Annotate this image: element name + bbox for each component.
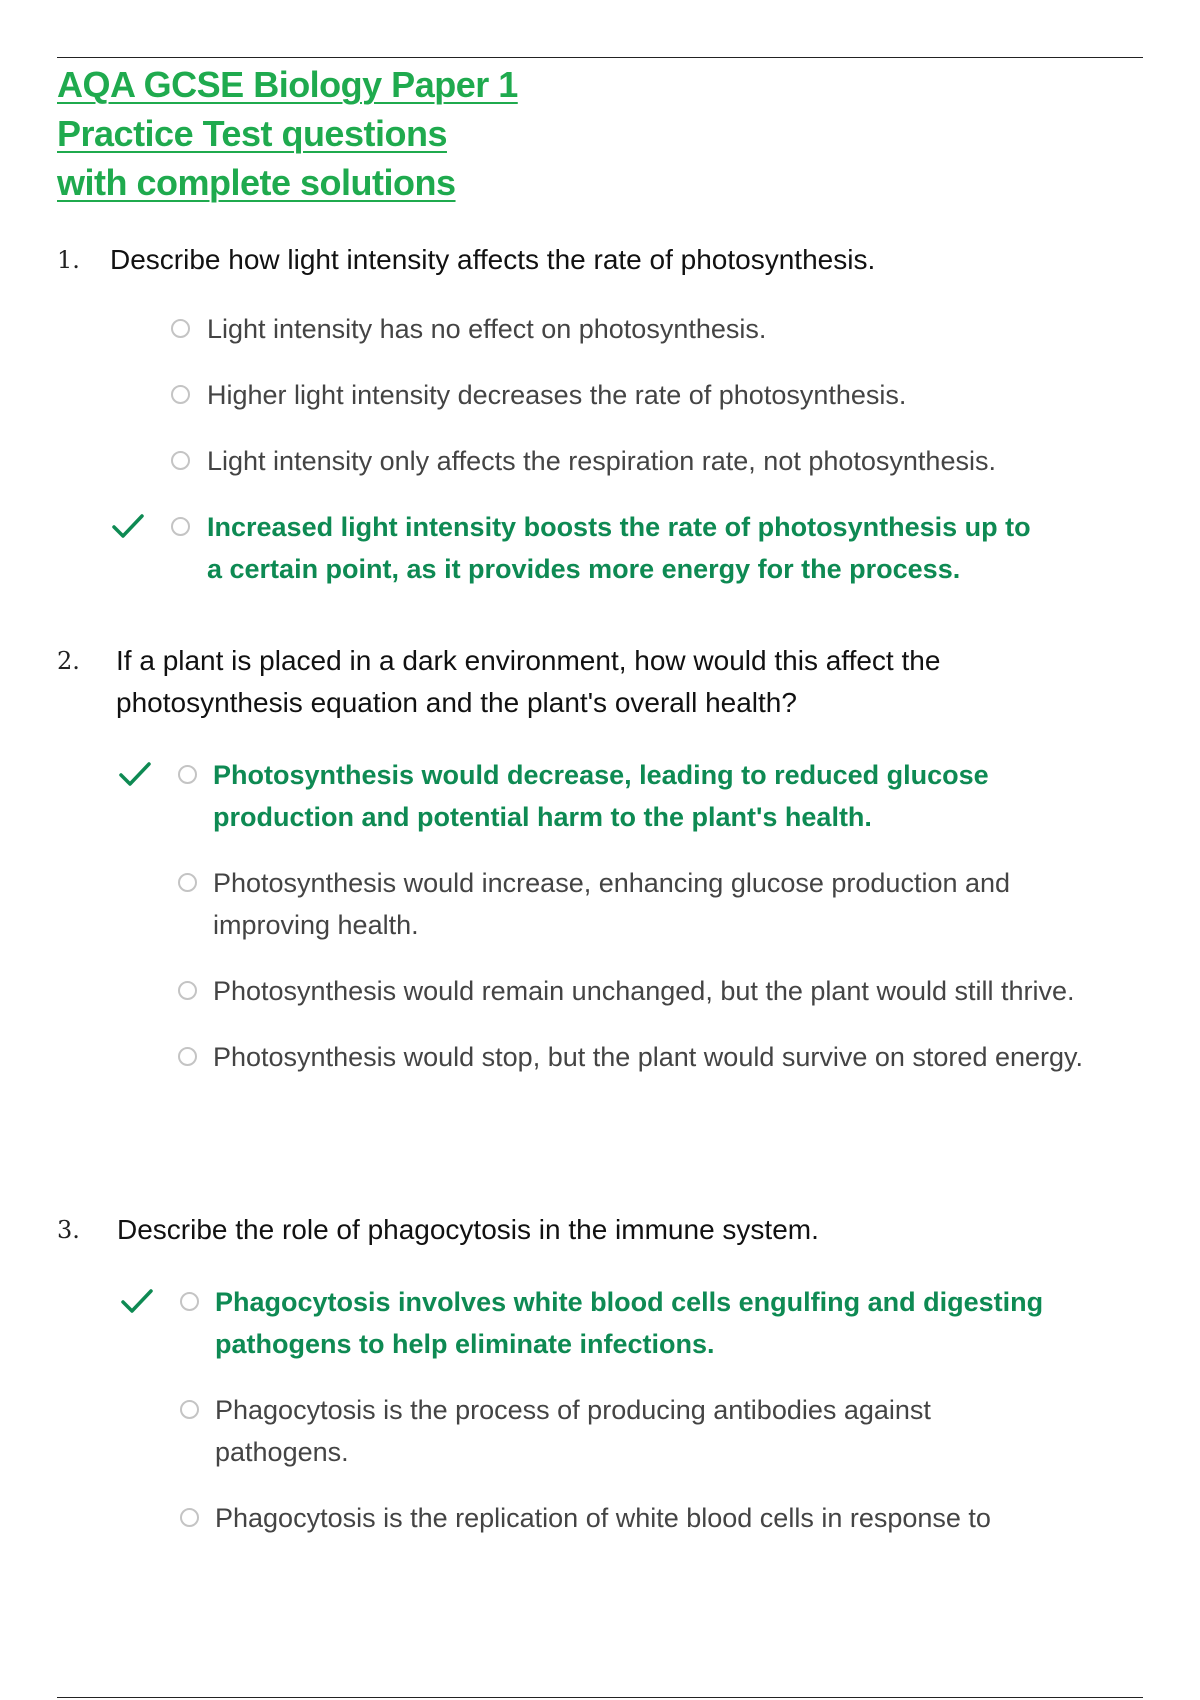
option-text: Phagocytosis is the process of producing antibodies against pathogens.: [215, 1395, 931, 1467]
radio-circle-icon[interactable]: [178, 981, 197, 1000]
radio-circle-icon[interactable]: [171, 385, 190, 404]
option-text: Light intensity only affects the respiration rate, not photosynthesis.: [207, 446, 996, 476]
question-2: [57, 640, 1137, 1102]
answer-option-correct[interactable]: [57, 506, 1137, 590]
option-text: Photosynthesis would decrease, leading to reduced glucose production and potential harm to the plant's health.: [213, 760, 989, 832]
question-header: [57, 239, 1137, 281]
answer-options: [57, 1281, 1137, 1539]
radio-circle-icon[interactable]: [171, 319, 190, 338]
answer-option[interactable]: [57, 1036, 1137, 1078]
question-3: [57, 1209, 1137, 1563]
answer-option-correct[interactable]: [57, 1281, 1137, 1365]
checkmark-icon: [110, 508, 146, 544]
question-header: [57, 1209, 1137, 1251]
question-text: Describe the role of phagocytosis in the immune system.: [117, 1214, 819, 1245]
checkmark-icon: [119, 1283, 155, 1319]
option-text: Photosynthesis would remain unchanged, but the plant would still thrive.: [213, 976, 1075, 1006]
radio-circle-icon[interactable]: [180, 1292, 199, 1311]
radio-circle-icon[interactable]: [171, 451, 190, 470]
option-text: Photosynthesis would stop, but the plant would survive on stored energy.: [213, 1042, 1084, 1072]
answer-options: [57, 754, 1137, 1078]
question-header: [57, 640, 1137, 724]
answer-option-correct[interactable]: [57, 754, 1137, 838]
option-text: Phagocytosis involves white blood cells engulfing and digesting pathogens to help eliminate infections.: [215, 1287, 1044, 1359]
question-number: 3.: [57, 1216, 80, 1244]
question-number: 2.: [57, 647, 80, 675]
bottom-divider: [57, 1697, 1143, 1698]
question-text: Describe how light intensity affects the rate of photosynthesis.: [110, 244, 876, 275]
radio-circle-icon[interactable]: [180, 1508, 199, 1527]
radio-circle-icon[interactable]: [180, 1400, 199, 1419]
top-divider: [57, 57, 1143, 58]
answer-option[interactable]: [57, 970, 1137, 1012]
title-line: AQA GCSE Biology Paper 1: [57, 64, 518, 105]
option-text: Increased light intensity boosts the rate of photosynthesis up to a certain point, as it provides more energy for the process.: [207, 512, 1031, 584]
answer-option[interactable]: [57, 440, 1137, 482]
answer-option[interactable]: [57, 308, 1137, 350]
answer-option[interactable]: [57, 374, 1137, 416]
option-text: Photosynthesis would increase, enhancing glucose production and improving health.: [213, 868, 1011, 940]
title-line: Practice Test questions: [57, 113, 447, 154]
answer-option[interactable]: [57, 1497, 1137, 1539]
option-text: Higher light intensity decreases the rate of photosynthesis.: [207, 380, 907, 410]
title-line: with complete solutions: [57, 162, 456, 203]
option-text: Phagocytosis is the replication of white blood cells in response to: [215, 1503, 991, 1533]
radio-circle-icon[interactable]: [178, 873, 197, 892]
checkmark-icon: [117, 756, 153, 792]
radio-circle-icon[interactable]: [171, 517, 190, 536]
question-text: If a plant is placed in a dark environment, how would this affect the photosynthesis equation and the plant's overall health?: [116, 645, 941, 718]
answer-option[interactable]: [57, 862, 1137, 946]
answer-options: [57, 308, 1137, 590]
document-title: [57, 60, 518, 207]
question-1: [57, 239, 1137, 614]
question-number: 1.: [57, 246, 80, 274]
radio-circle-icon[interactable]: [178, 1047, 197, 1066]
radio-circle-icon[interactable]: [178, 765, 197, 784]
option-text: Light intensity has no effect on photosynthesis.: [207, 314, 767, 344]
answer-option[interactable]: [57, 1389, 1137, 1473]
